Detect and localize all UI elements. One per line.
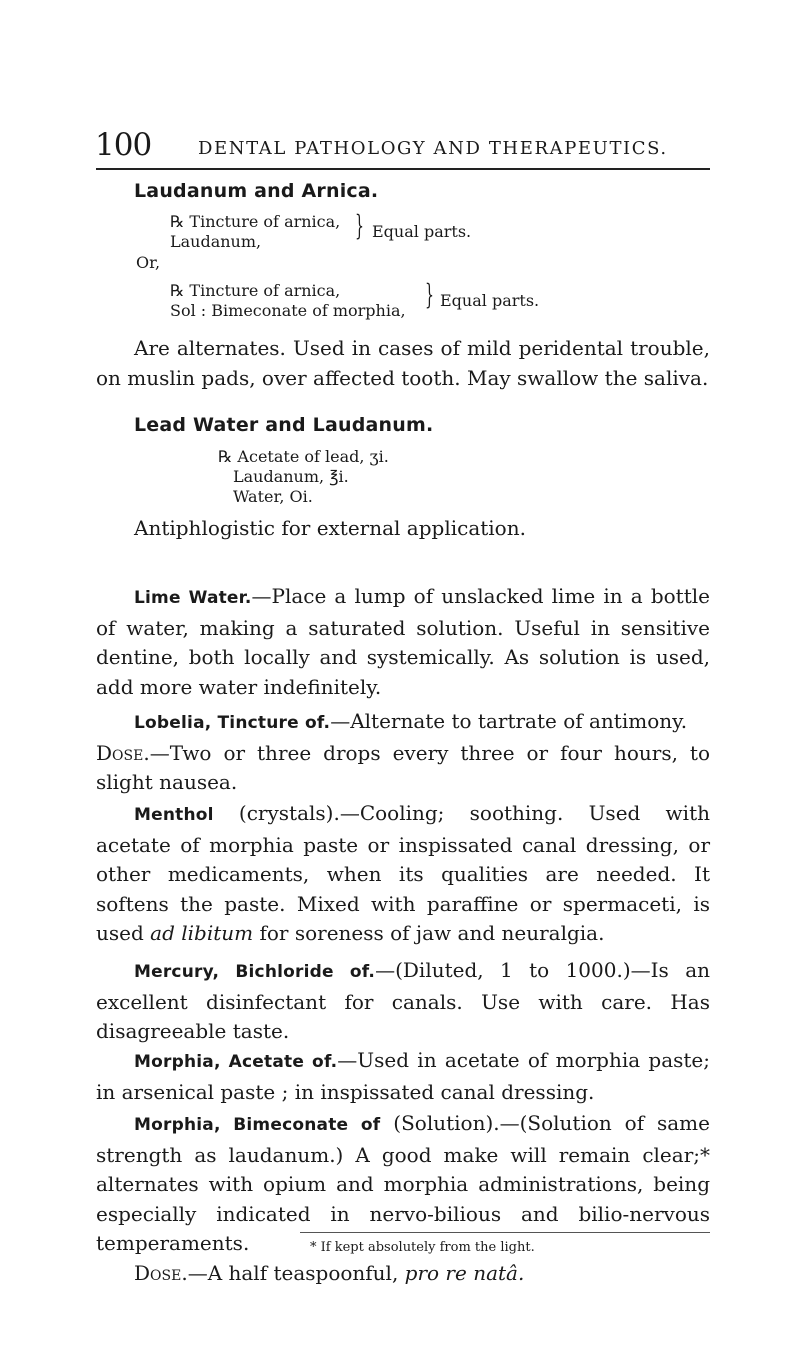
entry-italic: ad libitum [150, 921, 254, 945]
paragraph-text: Are alternates. Used in cases of mild peridental trouble, on muslin pads, over affected tooth. May swallow the saliva. [96, 336, 710, 390]
dose-label: Dose. [96, 740, 150, 765]
formula1-line1: ℞ Tincture of arnica, [170, 212, 341, 231]
dose-label: Dose. [134, 1260, 188, 1285]
lead-formula-line3: Water, Oi. [233, 487, 313, 506]
brace-icon: } [355, 209, 364, 242]
entry-text: —Alternate to tartrate of antimony. [330, 709, 688, 733]
paragraph-text: Antiphlogistic for external application. [134, 516, 526, 540]
entry-heading: Lobelia, Tincture of. [134, 713, 331, 733]
paragraph-lime-water [96, 582, 710, 702]
entry-text: —Used in acetate of morphia paste; in arsenical paste ; in inspissated canal dressing. [96, 1048, 711, 1104]
formula1-line2: Laudanum, [170, 232, 262, 251]
page-number: 100 [95, 127, 152, 163]
formula2-line2: Sol : Bimeconate of morphia, [170, 301, 406, 320]
entry-heading: Morphia, Acetate of. [134, 1052, 338, 1072]
heading-laudanum-arnica: Laudanum and Arnica. [134, 180, 379, 202]
entry-heading: Menthol [134, 805, 214, 825]
entry-heading: Lime Water. [134, 588, 252, 608]
dose-text: —A half teaspoonful, [187, 1260, 405, 1285]
entry-text: for soreness of jaw and neuralgia. [253, 921, 605, 945]
paragraph-morphia-acetate [96, 1046, 710, 1107]
header-rule [96, 168, 710, 170]
entry-text: —(Diluted, 1 to 1000.)—Is an excellent disinfectant for canals. Use with care. Has disagreeable taste. [96, 958, 710, 1043]
paragraph-alternates [96, 334, 710, 393]
formula2-line1: ℞ Tincture of arnica, [170, 281, 341, 300]
formula2-note: Equal parts. [440, 291, 540, 310]
paragraph-mercury [96, 956, 710, 1047]
or-label: Or, [136, 253, 161, 272]
brace-icon: } [425, 278, 434, 311]
paragraph-menthol [96, 799, 710, 949]
paragraph-antiphlogistic [96, 514, 710, 544]
entry-text: —Place a lump of unslacked lime in a bottle of water, making a saturated solution. Useful in sensitive dentine, both locally and systemically. As solution is used, add more water indefinitely. [96, 584, 710, 699]
heading-lead-water: Lead Water and Laudanum. [134, 414, 434, 436]
entry-heading: Morphia, Bimeconate of [134, 1115, 381, 1135]
lead-formula-line1: ℞ Acetate of lead, ʒi. [218, 447, 389, 466]
footnote-rule [300, 1232, 710, 1233]
paragraph-lobelia [96, 707, 710, 798]
entry-heading: Mercury, Bichloride of. [134, 962, 376, 982]
footnote: * If kept absolutely from the light. [310, 1240, 535, 1255]
running-title: DENTAL PATHOLOGY AND THERAPEUTICS. [198, 138, 668, 159]
paragraph-morphia-bimeconate [96, 1109, 710, 1288]
entry-text: (Solution).—(Solution of same strength as laudanum.) A good make will remain clear;* alternates with opium and morphia administrations, being especially indicated in nervo-bilious and bilio-nervous temperaments. [96, 1111, 710, 1255]
dose-italic: pro re natâ. [404, 1260, 525, 1285]
formula1-note: Equal parts. [372, 222, 472, 241]
entry-text: (crystals).—Cooling; soothing. Used with acetate of morphia paste or inspissated canal dressing, or other medicaments, when its qualities are needed. It softens the paste. Mixed with paraffine or spermaceti, is used [96, 801, 710, 945]
lead-formula-line2: Laudanum, ℥i. [233, 467, 349, 486]
dose-text: —Two or three drops every three or four hours, to slight nausea. [96, 740, 710, 794]
